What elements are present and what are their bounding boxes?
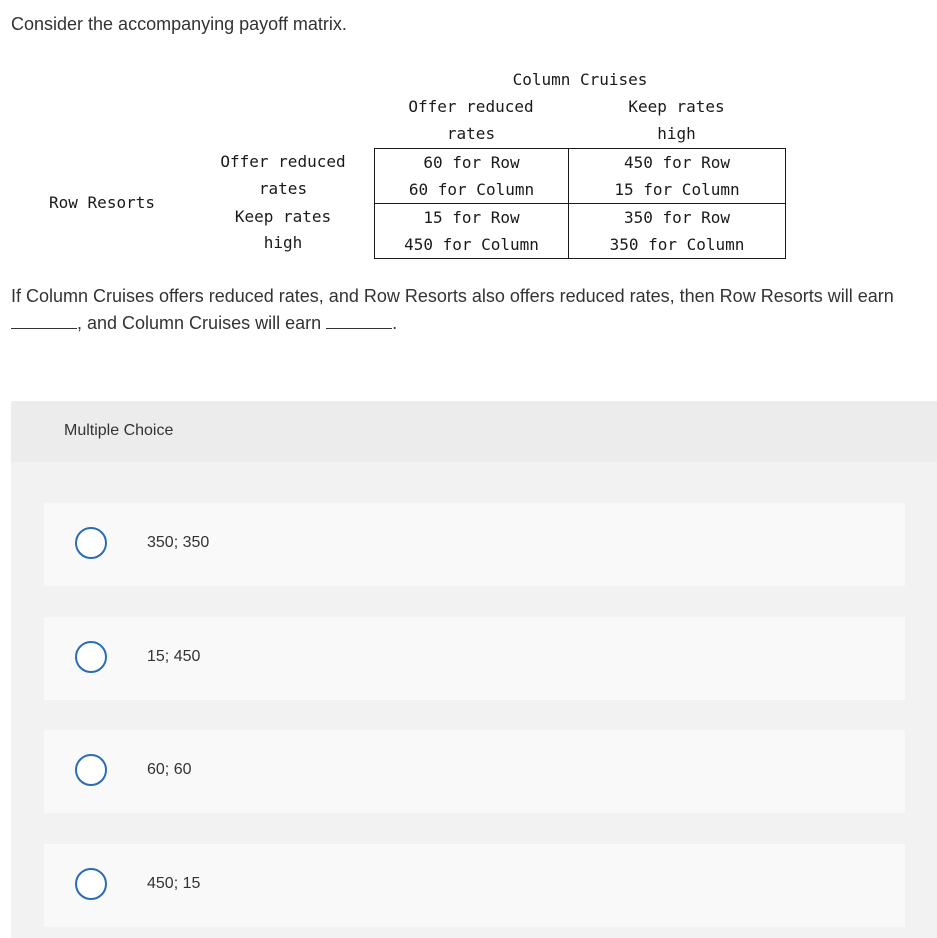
choice-option-label: 60; 60 (147, 761, 192, 778)
choice-option-4[interactable] (44, 844, 905, 927)
question-part-3: . (392, 313, 398, 333)
radio-button-icon[interactable] (75, 641, 107, 673)
question-part-1: If Column Cruises offers reduced rates, and Row Resorts also offers reduced rates, then Row Resorts will earn (11, 286, 894, 306)
payoff-cell (375, 149, 569, 204)
row-strategy-2-line2: high (263, 233, 303, 252)
payoff-column-value: 450 for Column (404, 235, 539, 254)
choice-option-3[interactable] (44, 730, 905, 813)
radio-button-icon[interactable] (75, 868, 107, 900)
multiple-choice-title: Multiple Choice (64, 422, 174, 439)
column-strategy-2-line1: Keep rates (628, 97, 725, 116)
column-strategy-1-line1: Offer reduced (408, 97, 534, 116)
answer-blank-column (326, 313, 392, 329)
payoff-matrix (374, 148, 786, 259)
answer-blank-row (11, 313, 77, 329)
payoff-row-value: 15 for Row (423, 208, 520, 227)
column-strategy-2-line2: high (657, 124, 696, 143)
radio-button-icon[interactable] (75, 527, 107, 559)
row-strategy-2-line1: Keep rates (234, 207, 332, 226)
payoff-cell (569, 149, 786, 204)
payoff-row-value: 60 for Row (423, 153, 520, 172)
radio-button-icon[interactable] (75, 754, 107, 786)
question-prompt: Consider the accompanying payoff matrix. (11, 14, 347, 34)
row-strategy-1-line2: rates (258, 179, 308, 198)
payoff-cell (375, 204, 569, 259)
payoff-column-value: 15 for Column (614, 180, 740, 199)
choice-option-label: 15; 450 (147, 648, 201, 665)
payoff-row-value: 450 for Row (624, 153, 730, 172)
choice-option-label: 350; 350 (147, 534, 210, 551)
payoff-column-value: 60 for Column (408, 180, 535, 199)
question-text (11, 283, 931, 337)
column-strategy-1-line2: rates (446, 124, 496, 143)
choice-option-1[interactable] (44, 503, 905, 586)
payoff-column-value: 350 for Column (609, 235, 745, 254)
multiple-choice-panel (11, 401, 937, 938)
row-strategy-1-line1: Offer reduced (220, 152, 346, 171)
payoff-cell (569, 204, 786, 259)
payoff-row-value: 350 for Row (624, 208, 730, 227)
question-part-2: , and Column Cruises will earn (77, 313, 322, 333)
choice-option-2[interactable] (44, 617, 905, 700)
choice-option-label: 450; 15 (147, 875, 201, 892)
multiple-choice-header (11, 401, 937, 462)
column-player-label: Column Cruises (512, 70, 648, 89)
row-player-label: Row Resorts (49, 193, 155, 212)
